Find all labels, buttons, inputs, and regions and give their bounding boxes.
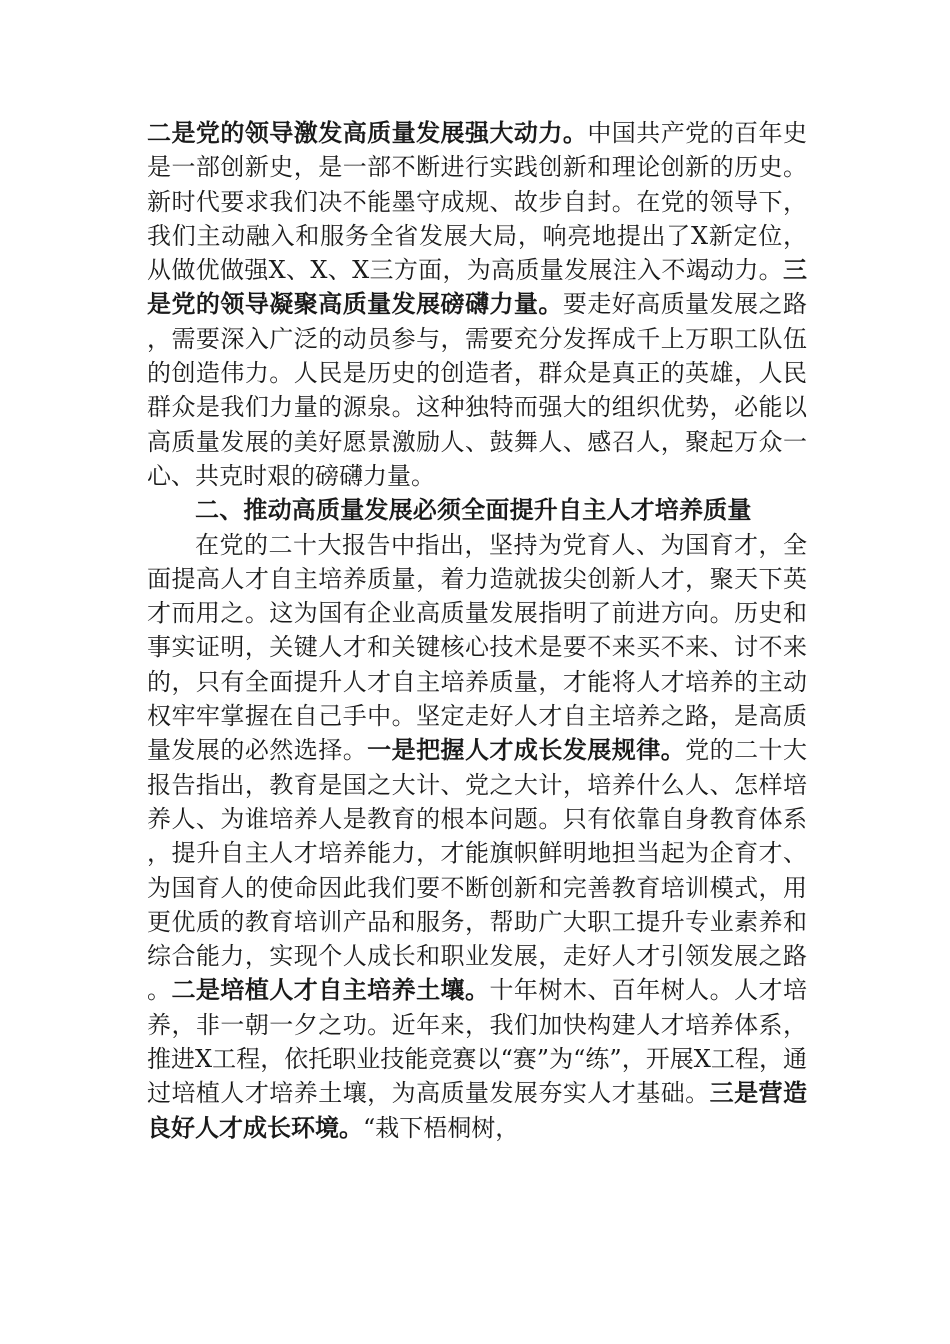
talent-point-three-heading: 三是营造良好人才成长环境。	[147, 1078, 808, 1142]
point-two-text: 中国共产党的百年史是一部创新史，是一部不断进行实践创新和理论创新的历史。新时代要求我们决不能墨守成规、故步自封。在党的领导下，我们主动融入和服务全省发展大局，响亮地提出了X新定位，从做优做强X、X、X三方面，为高质量发展注入不竭动力。	[147, 119, 808, 285]
section-heading: 二、推动高质量发展必须全面提升自主人才培养质量	[195, 495, 752, 525]
paragraph-talent-cultivation	[147, 528, 807, 1145]
document-page	[147, 116, 807, 1145]
talent-point-three-text: “栽下梧桐树，	[363, 1113, 520, 1142]
point-three-text: 要走好高质量发展之路，需要深入广泛的动员参与，需要充分发挥成千上万职工队伍的创造伟力。人民是历史的创造者，群众是真正的英雄，人民群众是我们力量的源泉。这种独特而强大的组织优势，必能以高质量发展的美好愿景激励人、鼓舞人、感召人，聚起万众一心、共克时艰的磅礴力量。	[147, 290, 808, 490]
paragraph-party-leadership	[147, 116, 807, 493]
talent-point-one-heading: 一是把握人才成长发展规律。	[367, 735, 686, 765]
talent-point-two-text: 十年树木、百年树人。人才培养，非一朝一夕之功。近年来，我们加快构建人才培养体系，推进X工程，依托职业技能竞赛以“赛”为“练”，开展X工程，通过培植人才培养土壤，为高质量发展夯实人才基础。	[147, 976, 808, 1108]
talent-point-two-heading: 二是培植人才自主培养土壤。	[171, 975, 490, 1005]
talent-point-one-text: 党的二十大报告指出，教育是国之大计、党之大计，培养什么人、怎样培养人、为谁培养人是教育的根本问题。只有依靠自身教育体系，提升自主人才培养能力，才能旗帜鲜明地担当起为企育才、为国育人的使命因此我们要不断创新和完善教育培训模式，用更优质的教育培训产品和服务，帮助广大职工提升专业素养和综合能力，实现个人成长和职业发展，走好人才引领发展之路。	[147, 736, 808, 1005]
point-three-heading: 三是党的领导凝聚高质量发展磅礴力量。	[147, 255, 807, 319]
talent-intro-text: 在党的二十大报告中指出，坚持为党育人、为国育才，全面提高人才自主培养质量，着力造就拔尖创新人才，聚天下英才而用之。这为国有企业高质量发展指明了前进方向。历史和事实证明，关键人才和关键核心技术是要不来买不来、讨不来的，只有全面提升人才自主培养质量，才能将人才培养的主动权牢牢掌握在自己手中。坚定走好人才自主培养之路，是高质量发展的必然选择。	[147, 530, 807, 765]
point-two-heading: 二是党的领导激发高质量发展强大动力。	[147, 118, 588, 147]
